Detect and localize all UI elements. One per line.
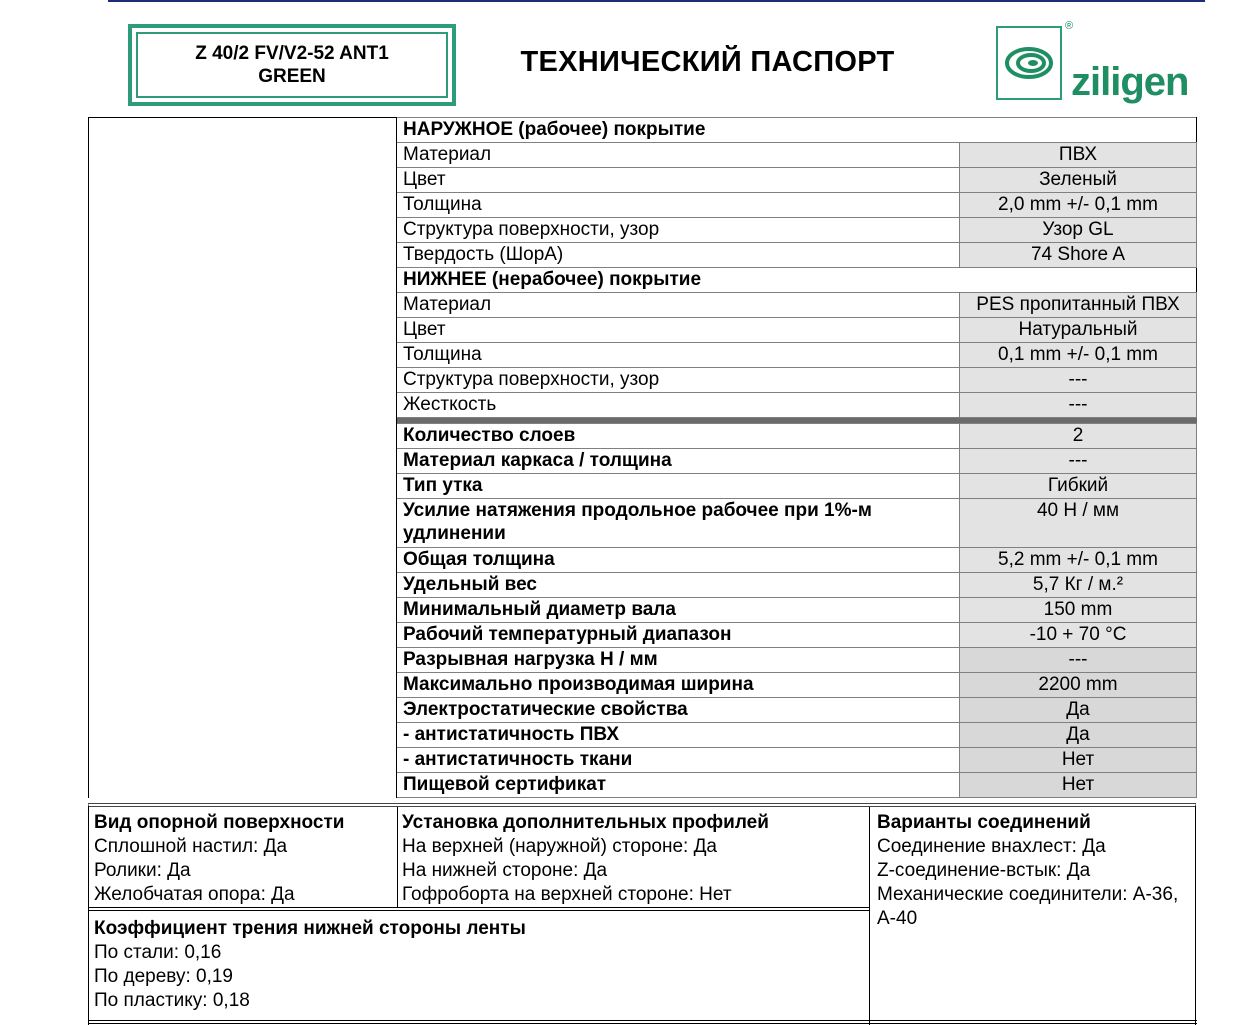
spec-label: Цвет xyxy=(397,318,960,343)
support-line: Сплошной настил: Да xyxy=(94,836,288,857)
spec-value: Узор GL xyxy=(960,218,1197,243)
top-rule xyxy=(108,0,1205,2)
spec-label: Твердость (ШорА) xyxy=(397,243,960,268)
spec-label: Структура поверхности, узор xyxy=(397,368,960,393)
spec-label: - антистатичность ПВХ xyxy=(397,723,960,748)
spec-value: ПВХ xyxy=(960,143,1197,168)
joints-heading: Варианты соединений xyxy=(877,812,1091,833)
profiles-heading: Установка дополнительных профилей xyxy=(402,812,769,833)
spec-image-area xyxy=(89,118,397,798)
friction-block xyxy=(94,917,864,1013)
profiles-line: Гофроборта на верхней стороне: Нет xyxy=(402,884,732,905)
model-name xyxy=(136,32,448,98)
friction-line: По дереву: 0,19 xyxy=(94,966,234,987)
section-inner-cover: НИЖНЕЕ (нерабочее) покрытие xyxy=(397,268,1197,293)
spec-label: Электростатические свойства xyxy=(397,698,960,723)
spec-value: -10 + 70 °C xyxy=(960,623,1197,648)
document-title: ТЕХНИЧЕСКИЙ ПАСПОРТ xyxy=(520,46,895,78)
spec-label: Максимально производимая ширина xyxy=(397,673,960,698)
spec-value: Нет xyxy=(960,748,1197,773)
friction-line: По стали: 0,16 xyxy=(94,942,222,963)
spec-label: Толщина xyxy=(397,343,960,368)
spec-label: Количество слоев xyxy=(397,424,960,449)
spiral-logo-icon xyxy=(996,26,1062,100)
divider xyxy=(397,807,398,907)
profiles-line: На нижней стороне: Да xyxy=(402,860,608,881)
spec-label: Материал xyxy=(397,143,960,168)
support-line: Желобчатая опора: Да xyxy=(94,884,295,905)
spec-label: Разрывная нагрузка Н / мм xyxy=(397,648,960,673)
spec-table xyxy=(88,117,1197,798)
spec-value: 5,7 Кг / м.² xyxy=(960,573,1197,598)
divider xyxy=(89,1020,1197,1024)
profiles-line: На верхней (наружной) стороне: Да xyxy=(402,836,718,857)
lower-section xyxy=(88,803,1196,1025)
spec-label: Удельный вес xyxy=(397,573,960,598)
spec-label: Цвет xyxy=(397,168,960,193)
spec-label: Материал каркаса / толщина xyxy=(397,449,960,474)
spec-value: 2200 mm xyxy=(960,673,1197,698)
joints-line: Механические соединители: А-36, А-40 xyxy=(877,884,1179,929)
spec-label: Пищевой сертификат xyxy=(397,773,960,798)
spec-value: 2,0 mm +/- 0,1 mm xyxy=(960,193,1197,218)
spec-value: Зеленый xyxy=(960,168,1197,193)
divider xyxy=(89,907,869,911)
spec-label: Общая толщина xyxy=(397,548,960,573)
spec-label: - антистатичность ткани xyxy=(397,748,960,773)
registered-mark: ® xyxy=(1065,20,1074,32)
joints-line: Соединение внахлест: Да xyxy=(877,836,1106,857)
model-box xyxy=(128,24,456,106)
spec-label: Усилие натяжения продольное рабочее при 1%-м удлинении xyxy=(397,499,960,548)
spec-value: 5,2 mm +/- 0,1 mm xyxy=(960,548,1197,573)
support-heading: Вид опорной поверхности xyxy=(94,812,345,833)
support-surface-block xyxy=(94,811,394,907)
spec-value: Гибкий xyxy=(960,474,1197,499)
profiles-block xyxy=(402,811,872,907)
spec-label: Рабочий температурный диапазон xyxy=(397,623,960,648)
spec-value: 0,1 mm +/- 0,1 mm xyxy=(960,343,1197,368)
spec-value: --- xyxy=(960,393,1197,418)
spec-label: Тип утка xyxy=(397,474,960,499)
friction-line: По пластику: 0,18 xyxy=(94,990,250,1011)
spec-label: Структура поверхности, узор xyxy=(397,218,960,243)
ziligen-logo xyxy=(993,20,1198,110)
spec-value: 74 Shore A xyxy=(960,243,1197,268)
spec-label: Минимальный диаметр вала xyxy=(397,598,960,623)
spec-value: Да xyxy=(960,698,1197,723)
spec-label: Жесткость xyxy=(397,393,960,418)
spec-value: PES пропитанный ПВХ xyxy=(960,293,1197,318)
spec-value: Нет xyxy=(960,773,1197,798)
spec-value: Да xyxy=(960,723,1197,748)
joints-line: Z-соединение-встык: Да xyxy=(877,860,1091,881)
joints-block xyxy=(877,811,1187,931)
model-line-2: GREEN xyxy=(258,66,326,87)
model-line-1: Z 40/2 FV/V2-52 ANT1 xyxy=(195,43,389,64)
spec-value: --- xyxy=(960,368,1197,393)
spec-value: --- xyxy=(960,449,1197,474)
logo-wordmark: ziligen xyxy=(1071,60,1189,104)
support-line: Ролики: Да xyxy=(94,860,191,881)
spec-value: Натуральный xyxy=(960,318,1197,343)
spec-value: 150 mm xyxy=(960,598,1197,623)
friction-heading: Коэффициент трения нижней стороны ленты xyxy=(94,918,526,939)
spec-value: --- xyxy=(960,648,1197,673)
section-outer-cover: НАРУЖНОЕ (рабочее) покрытие xyxy=(397,118,1197,143)
spec-label: Материал xyxy=(397,293,960,318)
spec-value: 40 Н / мм xyxy=(960,499,1197,548)
spec-value: 2 xyxy=(960,424,1197,449)
spec-label: Толщина xyxy=(397,193,960,218)
